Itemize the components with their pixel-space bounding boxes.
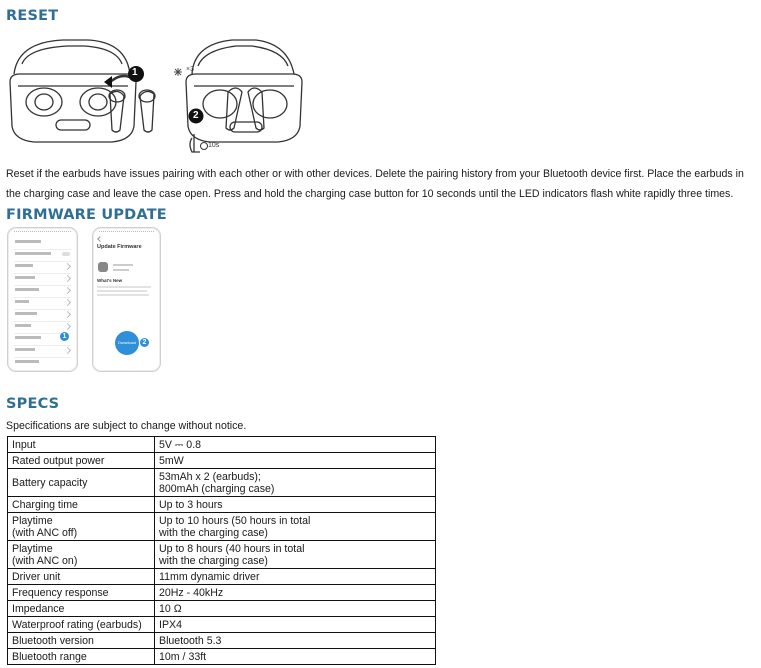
case-lid — [14, 40, 130, 74]
table-row — [8, 513, 436, 541]
spec-label: Waterproof rating (earbuds) — [8, 617, 155, 633]
spec-label: Impedance — [8, 601, 155, 617]
reset-illustration — [8, 34, 308, 154]
spec-value: 53mAh x 2 (earbuds); 800mAh (charging case) — [155, 469, 436, 497]
spec-value: 20Hz - 40kHz — [155, 585, 436, 601]
spec-label: Battery capacity — [8, 469, 155, 497]
back-icon[interactable] — [97, 236, 103, 242]
spec-value: Up to 3 hours — [155, 497, 436, 513]
step2-number: 2 — [193, 110, 199, 121]
specs-table — [7, 436, 436, 665]
spec-label: Playtime (with ANC on) — [8, 541, 155, 569]
specs-heading: SPECS — [6, 396, 60, 412]
spec-label: Playtime (with ANC off) — [8, 513, 155, 541]
table-row — [8, 437, 436, 453]
firmware-heading: FIRMWARE UPDATE — [6, 207, 167, 223]
table-row — [8, 601, 436, 617]
specs-note: Specifications are subject to change without notice. — [6, 420, 247, 432]
spec-label: Bluetooth version — [8, 633, 155, 649]
table-row — [8, 633, 436, 649]
phone-settings-screen — [7, 227, 78, 372]
earbuds-thumb-icon — [98, 262, 108, 272]
table-row — [8, 453, 436, 469]
spec-label: Charging time — [8, 497, 155, 513]
spec-value: Up to 8 hours (40 hours in total with the charging case) — [155, 541, 436, 569]
spec-value: Bluetooth 5.3 — [155, 633, 436, 649]
spec-value: 5V ⎓ 0.8 — [155, 437, 436, 453]
spec-value: IPX4 — [155, 617, 436, 633]
firmware-badge-1: 1 — [60, 332, 69, 341]
download-button[interactable]: Download — [115, 331, 139, 355]
step1-number: 1 — [132, 67, 138, 78]
spec-label: Bluetooth range — [8, 649, 155, 665]
spec-value: 5mW — [155, 453, 436, 469]
spec-label: Rated output power — [8, 453, 155, 469]
reset-paragraph: Reset if the earbuds have issues pairing with each other or with other devices. Delete the pairing history from your Bluetooth device first. Place the earbuds in the charging case and leave the case open. Press and hold the charging case button for 10 seconds until the LED indicators flash white rapidly three times. — [6, 168, 744, 200]
firmware-badge-2: 2 — [140, 338, 149, 347]
hold-time: 10s — [208, 142, 220, 149]
earbud-left — [110, 91, 124, 132]
flash-count: ×3 — [186, 66, 194, 73]
spec-label: Driver unit — [8, 569, 155, 585]
table-row — [8, 541, 436, 569]
spec-value: 10 Ω — [155, 601, 436, 617]
table-row — [8, 569, 436, 585]
spec-value: 11mm dynamic driver — [155, 569, 436, 585]
phone-update-screen — [92, 227, 161, 372]
spec-label: Input — [8, 437, 155, 453]
table-row — [8, 497, 436, 513]
table-row — [8, 649, 436, 665]
reset-heading: RESET — [6, 8, 59, 24]
table-row — [8, 617, 436, 633]
spec-value: Up to 10 hours (50 hours in total with the charging case) — [155, 513, 436, 541]
whats-new-label: What's New — [97, 278, 123, 283]
earbud-right — [140, 91, 154, 132]
update-firmware-title: Update Firmware — [97, 244, 142, 250]
spec-value: 10m / 33ft — [155, 649, 436, 665]
spec-label: Frequency response — [8, 585, 155, 601]
table-row — [8, 585, 436, 601]
table-row — [8, 469, 436, 497]
